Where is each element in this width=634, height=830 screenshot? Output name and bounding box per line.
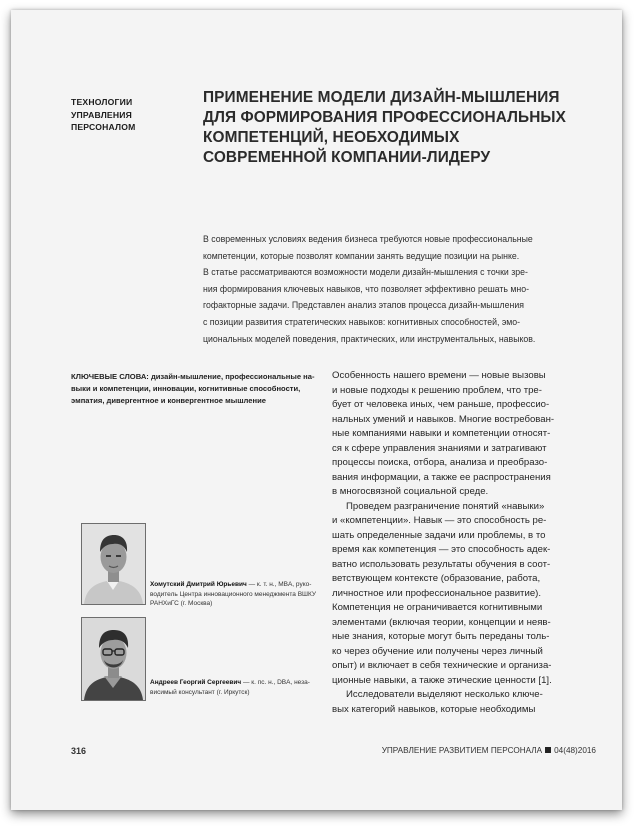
portrait-image: [82, 618, 145, 700]
abstract-line: В статье рассматриваются возможности модели дизайн-мышления с точки зре-: [203, 267, 528, 278]
keywords-line: КЛЮЧЕВЫЕ СЛОВА: дизайн-мышление, профессиональные на-: [71, 372, 315, 381]
section-heading: [71, 96, 181, 134]
page-number: 316: [71, 746, 87, 756]
title-line: СОВРЕМЕННОЙ КОМПАНИИ-ЛИДЕРУ: [203, 149, 491, 166]
body-line: вания информации, а также ее распространения: [332, 471, 551, 483]
body-line: ватно использовать результаты обучения в соот-: [332, 558, 551, 570]
body-line: Особенность нашего времени — новые вызовы: [332, 370, 546, 381]
body-line: элементами (включая теории, концепции и неяв-: [332, 616, 551, 628]
author-credentials: — к. пс. н., DBA, неза-: [241, 679, 310, 686]
body-text: [332, 369, 582, 717]
body-line: ные знания, которые могут быть переданы толь-: [332, 631, 550, 642]
keywords-block: [71, 371, 321, 408]
body-line: шать определенные задачи или проблемы, в то: [332, 529, 546, 541]
journal-footer: [382, 746, 596, 755]
author-affiliation: висимый консультант (г. Иркутск): [150, 688, 250, 696]
keywords-line: выки и компетенции, инновации, когнитивные способности,: [71, 384, 301, 394]
body-line: время как компетенция — это способность адек-: [332, 544, 551, 555]
body-line: бует от человека иных, чем раньше, профессио-: [332, 399, 550, 410]
keywords-line: эмпатия, дивергентное и конвергентное мышление: [71, 396, 266, 406]
body-line: ся к сфере управления знаниями и затрагивают: [332, 442, 547, 454]
body-line: опыт) и включает в себя технические и организа-: [332, 660, 552, 671]
title-line: ДЛЯ ФОРМИРОВАНИЯ ПРОФЕССИОНАЛЬНЫХ: [203, 109, 566, 126]
author-info: [150, 678, 330, 697]
section-line: УПРАВЛЕНИЯ: [71, 109, 133, 120]
body-line: ко через обучение или получены через личный: [332, 645, 543, 657]
abstract-line: компетенции, которые позволят компании занять ведущие позиции на рынке.: [203, 250, 520, 261]
body-line: и «компетенции». Навык — это способность ре-: [332, 515, 547, 526]
section-line: ТЕХНОЛОГИИ: [71, 97, 133, 107]
portrait-image: [82, 524, 145, 604]
title-line: КОМПЕТЕНЦИЙ, НЕОБХОДИМЫХ: [203, 129, 460, 146]
article-abstract: [203, 231, 579, 347]
square-bullet-icon: [545, 747, 551, 753]
author-photo: [81, 617, 146, 701]
body-line: Проведем разграничение понятий «навыки»: [346, 500, 545, 512]
abstract-line: В современных условиях ведения бизнеса требуются новые профессиональные: [203, 234, 533, 244]
abstract-line: циональных моделей поведения, практических, или инструментальных, навыков.: [203, 333, 536, 344]
body-line: в многосвязной социальной среде.: [332, 486, 489, 497]
title-line: ПРИМЕНЕНИЕ МОДЕЛИ ДИЗАЙН-МЫШЛЕНИЯ: [203, 89, 560, 106]
body-line: и новые подходы к решению проблем, что тре-: [332, 384, 542, 396]
body-line: нальных умений и навыков. Многие востребован-: [332, 413, 555, 425]
body-line: процессы поиска, отбора, анализа и преобразо-: [332, 457, 548, 468]
author-info: [150, 580, 330, 609]
article-title: [203, 88, 595, 168]
body-line: вых категорий навыков, которые необходимы: [332, 703, 536, 715]
author-affiliation: РАНХиГС (г. Москва): [150, 600, 213, 608]
body-line: ветствующем контексте (образование, работа,: [332, 573, 541, 584]
body-line: ционные навыки, а также этические ценности [1].: [332, 674, 552, 686]
body-line: ные компаниями навыки и компетенции относят-: [332, 428, 551, 439]
journal-name: УПРАВЛЕНИЕ РАЗВИТИЕМ ПЕРСОНАЛА: [381, 746, 543, 755]
author-name: Хомутский Дмитрий Юрьевич: [150, 581, 247, 588]
journal-issue: 04(48)2016: [554, 746, 596, 755]
author-affiliation: водитель Центра инновационного менеджмента ВШКУ: [150, 590, 316, 598]
body-line: личностное или профессиональное развитие).: [332, 587, 542, 599]
author-photo: [81, 523, 146, 605]
body-line: Компетенция не ограничивается когнитивными: [332, 602, 543, 613]
abstract-line: ния формирования ключевых навыков, что позволяет эффективно решать мно-: [203, 283, 530, 294]
body-line: Исследователи выделяют несколько ключе-: [346, 689, 543, 700]
author-credentials: — к. т. н., MBA, руко-: [246, 581, 312, 588]
author-name: Андреев Георгий Сергеевич: [150, 679, 242, 686]
section-line: ПЕРСОНАЛОМ: [71, 122, 136, 132]
abstract-line: с позиции развития стратегических навыков: когнитивных способностей, эмо-: [203, 316, 521, 327]
abstract-line: гофакторные задачи. Представлен анализ этапов процесса дизайн-мышления: [203, 300, 524, 311]
